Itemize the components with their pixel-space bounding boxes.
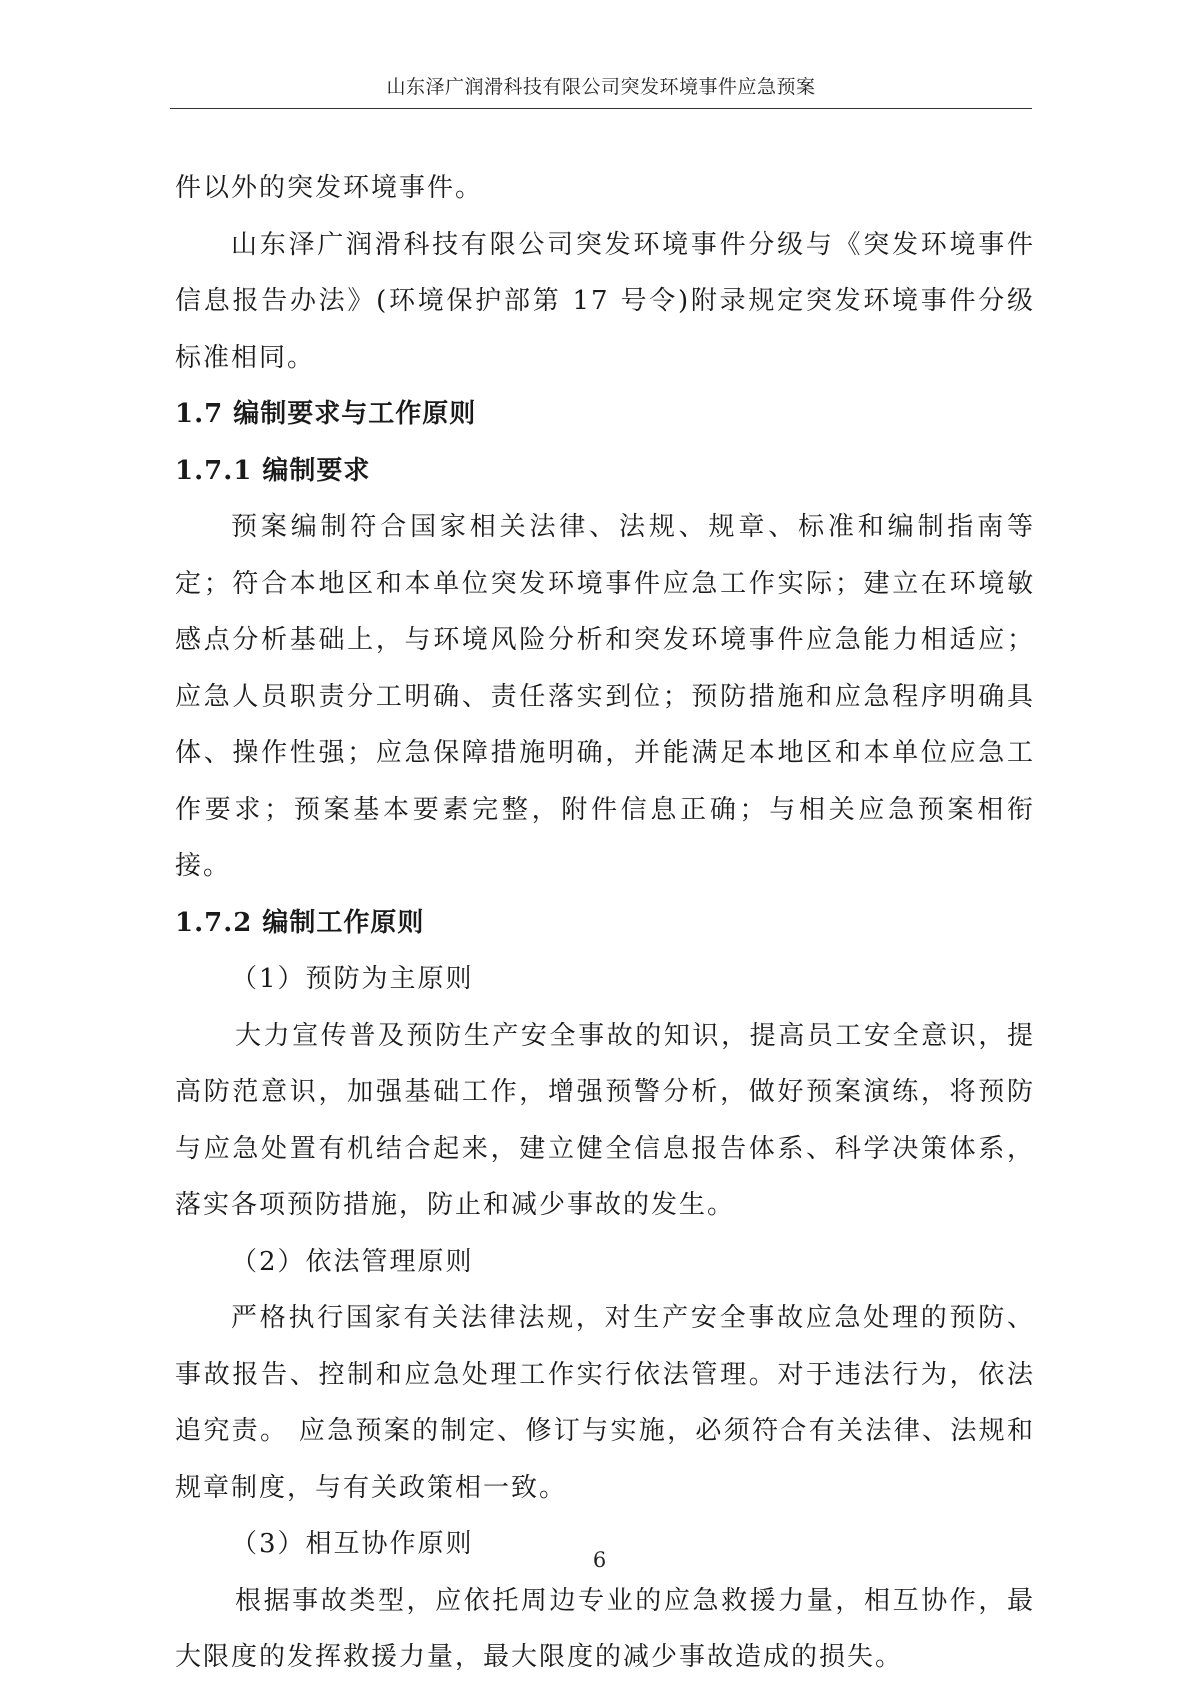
paragraph-requirements: 预案编制符合国家相关法律、法规、规章、标准和编制指南等定；符合本地区和本单位突发环境事件应急工作实际；建立在环境敏感点分析基础上，与环境风险分析和突发环境事件应急能力相适应；应急人员职责分工明确、责任落实到位；预防措施和应急程序明确具体、操作性强；应急保障措施明确，并能满足本地区和本单位应急工作要求；预案基本要素完整，附件信息正确；与相关应急预案相衔接。 — [175, 512, 1035, 881]
principle-3-title: （3）相互协作原则 — [231, 1529, 474, 1559]
section-heading-1-7-2: 1.7.2 编制工作原则 — [175, 907, 425, 938]
header-divider — [170, 108, 1032, 109]
document-body — [175, 160, 1035, 1686]
running-header: 山东泽广润滑科技有限公司突发环境事件应急预案 — [386, 76, 816, 98]
paragraph-continuation: 件以外的突发环境事件。 — [175, 173, 484, 203]
section-heading-1-7: 1.7 编制要求与工作原则 — [175, 399, 477, 429]
principle-3-text: 根据事故类型，应依托周边专业的应急救援力量，相互协作，最大限度的发挥救援力量，最大限度的减少事故造成的损失。 — [175, 1585, 1035, 1672]
principle-2-title: （2）依法管理原则 — [231, 1246, 474, 1277]
principle-1-text: 大力宣传普及预防生产安全事故的知识，提高员工安全意识，提高防范意识，加强基础工作，增强预警分析，做好预案演练，将预防与应急处置有机结合起来，建立健全信息报告体系、科学决策体系，落实各项预防措施，防止和减少事故的发生。 — [175, 1020, 1035, 1220]
principle-1-title: （1）预防为主原则 — [231, 964, 474, 994]
page-number: 6 — [592, 1548, 607, 1572]
principle-2-text: 严格执行国家有关法律法规，对生产安全事故应急处理的预防、事故报告、控制和应急处理工作实行依法管理。对于违法行为，依法追究责。 应急预案的制定、修订与实施，必须符合有关法律、法规和规章制度，与有关政策相一致。 — [175, 1303, 1035, 1503]
paragraph-grading: 山东泽广润滑科技有限公司突发环境事件分级与《突发环境事件信息报告办法》(环境保护部第 17 号令)附录规定突发环境事件分级标准相同。 — [175, 229, 1035, 373]
section-heading-1-7-1: 1.7.1 编制要求 — [175, 455, 371, 486]
